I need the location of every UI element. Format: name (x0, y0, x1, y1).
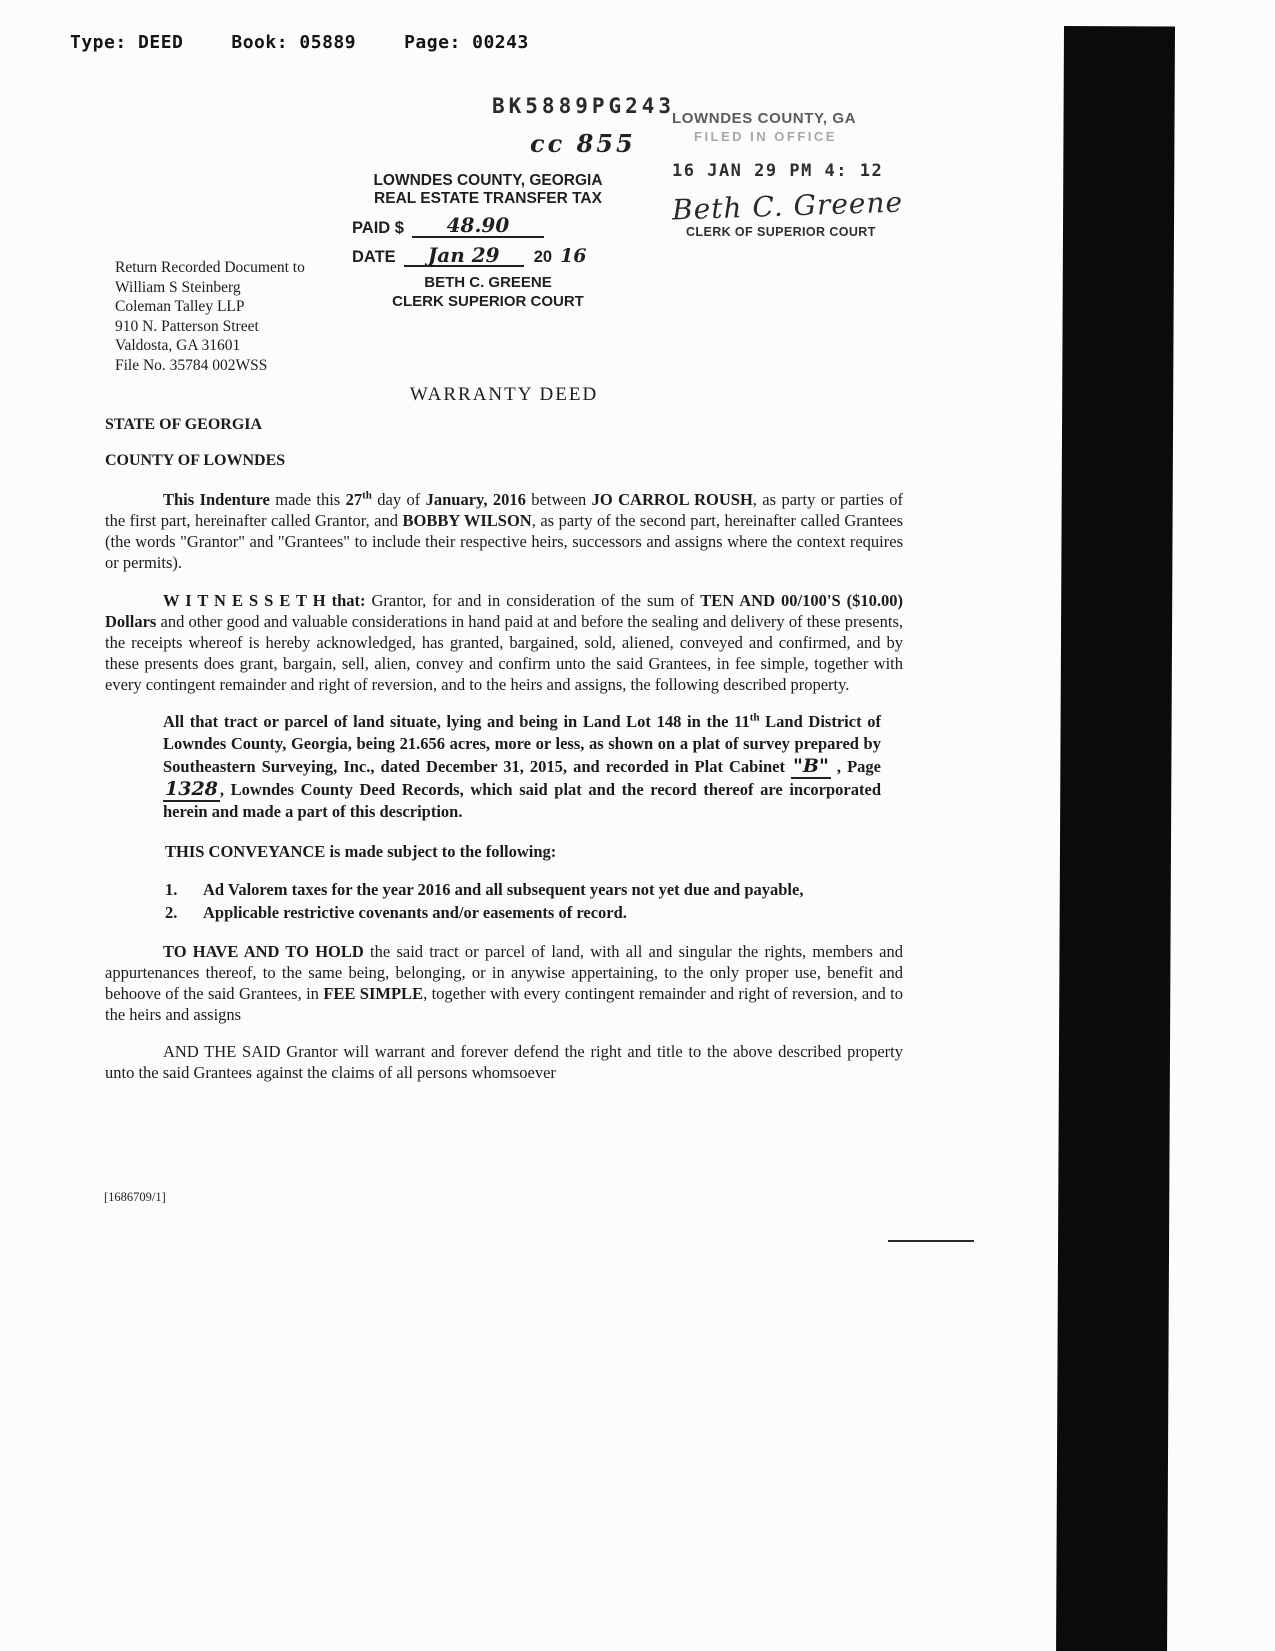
tax-stamp-county: LOWNDES COUNTY, GEORGIA (373, 172, 603, 189)
indenture-paragraph (105, 489, 903, 573)
text-segment: , Page (830, 757, 881, 776)
list-number: 1. (165, 880, 178, 899)
county-line: COUNTY OF LOWNDES (105, 452, 286, 469)
record-book: Book: 05889 (231, 32, 357, 53)
handwritten-number: cc 855 (530, 129, 636, 158)
year-prefix: 20 (533, 248, 553, 266)
handwritten-paid-amount: 48.90 (446, 213, 510, 237)
state-line: STATE OF GEORGIA (105, 416, 263, 433)
witnesseth-heading: W I T N E S S E T H that: (163, 590, 366, 610)
return-line: Return Recorded Document to (115, 259, 305, 276)
text-segment: and other good and valuable considerations in hand paid at and before the sealing and delivery of these presents, the receipts whereof is hereby acknowledged, has granted, bargained, sold, aliened, conveyed and confirmed, and by these presents does grant, bargain, sell, alien, convey and confirm unto the said Grantees, in fee simple, together with every contingent remainder and right of reversion, and to the heirs and assigns, the following described property. (105, 611, 903, 694)
list-number: 2. (165, 903, 178, 922)
day-number: 27 (345, 490, 363, 509)
paid-row (352, 215, 624, 238)
file-reference: [1686709/1] (104, 1190, 166, 1204)
filed-datetime: 16 JAN 29 PM 4: 12 (672, 161, 884, 181)
text-segment: AND THE SAID Grantor will warrant and forever defend the right and title to the above described property unto the said Grantees against the claims of all persons whomsoever (105, 1042, 903, 1082)
filed-county: LOWNDES COUNTY, GA (672, 110, 857, 127)
paid-label: PAID $ (352, 218, 404, 237)
ordinal-suffix: th (362, 489, 372, 502)
grantee-name: BOBBY WILSON (402, 511, 532, 530)
record-page: Page: 00243 (404, 32, 529, 53)
book-page-stamp: BK5889PG243 (492, 94, 676, 118)
return-line: William S Steinberg (115, 278, 241, 296)
text-segment: , together with every contingent remainder and right of reversion, and to the heirs and assigns (105, 983, 903, 1024)
to-have-heading: TO HAVE AND TO HOLD (163, 941, 364, 961)
return-address-block (115, 258, 305, 375)
tax-stamp-label: REAL ESTATE TRANSFER TAX (374, 190, 602, 207)
handwritten-cabinet: "B" (793, 755, 829, 777)
date-blank (404, 242, 524, 268)
filed-stamp (672, 110, 932, 239)
tax-clerk-name: BETH C. GREENE (424, 274, 552, 291)
list-item (165, 878, 903, 901)
habendum-paragraph (105, 941, 903, 1025)
subject-to-list (165, 878, 903, 924)
deed-date: January, 2016 (425, 490, 526, 509)
handwritten-year: 16 (560, 245, 587, 267)
return-line: File No. 35784 002WSS (115, 356, 268, 374)
list-item (165, 901, 903, 924)
text-segment: , as party or parties of the first part, hereinafter called Grantor, and (105, 490, 903, 530)
record-type: Type: DEED (70, 32, 184, 53)
date-label: DATE (352, 248, 396, 266)
text-segment: Grantor, for and in consideration of the sum of (365, 590, 701, 610)
grantor-name: JO CARROL ROUSH (591, 490, 753, 509)
scan-edge-artifact (1056, 26, 1175, 1651)
deed-body (105, 383, 903, 1096)
handwritten-date: Jan 29 (427, 242, 500, 267)
return-line: Coleman Talley LLP (115, 298, 245, 315)
handwritten-plat-page: 1328 (165, 778, 218, 800)
consideration-amount: TEN AND 00/100'S ($10.00) Dollars (105, 590, 903, 631)
text-segment: , as party of the second part, hereinafter called Grantees (the words "Grantor" and "Grantees" to include their respective heirs, successors and assigns where the context requires or permits). (105, 511, 903, 572)
text-segment: , Lowndes County Deed Records, which said plat and the record thereof are incorporated herein and made a part of this description. (163, 780, 881, 821)
conveyance-heading (165, 841, 903, 862)
list-text: Ad Valorem taxes for the year 2016 and all subsequent years not yet due and payable, (203, 880, 804, 899)
recording-header (70, 32, 529, 53)
text-segment: made this (269, 490, 346, 509)
text-segment: Land District of Lowndes County, Georgia, being 21.656 acres, more or less, as shown on a plat of survey prepared by Southeastern Surveying, Inc., dated December 31, 2015, and recorded in Plat Cabinet (163, 712, 881, 776)
list-text: Applicable restrictive covenants and/or easements of record. (203, 903, 627, 922)
text-segment: is made subject to the following: (325, 842, 557, 861)
witnesseth-paragraph (105, 590, 903, 695)
signature-line-fragment (888, 1240, 974, 1242)
warranty-paragraph (105, 1041, 903, 1083)
filed-office: FILED IN OFFICE (694, 129, 837, 144)
text-segment: between (525, 490, 592, 509)
text-segment: the said tract or parcel of land, with all and singular the rights, members and appurtenances thereof, to the same being, belonging, or in anywise appertaining, to the only proper use, benefit and behoove of the said Grantees, in (105, 941, 903, 1003)
fee-simple: FEE SIMPLE (323, 983, 424, 1003)
return-line: Valdosta, GA 31601 (115, 337, 241, 354)
return-line: 910 N. Patterson Street (115, 317, 259, 335)
text-segment: day of (371, 490, 426, 509)
clerk-signature: Beth C. Greene (671, 185, 904, 227)
text-segment: This Indenture (163, 490, 270, 509)
text-segment: THIS CONVEYANCE (165, 842, 326, 861)
clerk-title: CLERK OF SUPERIOR COURT (686, 225, 876, 239)
property-description (163, 711, 881, 823)
transfer-tax-stamp (352, 172, 624, 310)
paid-blank (412, 215, 544, 238)
text-segment: All that tract or parcel of land situate, lying and being in Land Lot 148 in the 11 (163, 712, 750, 731)
date-row (352, 242, 624, 268)
deed-title: WARRANTY DEED (409, 384, 599, 405)
tax-clerk-title: CLERK SUPERIOR COURT (392, 293, 584, 310)
ordinal-suffix: th (749, 711, 760, 724)
